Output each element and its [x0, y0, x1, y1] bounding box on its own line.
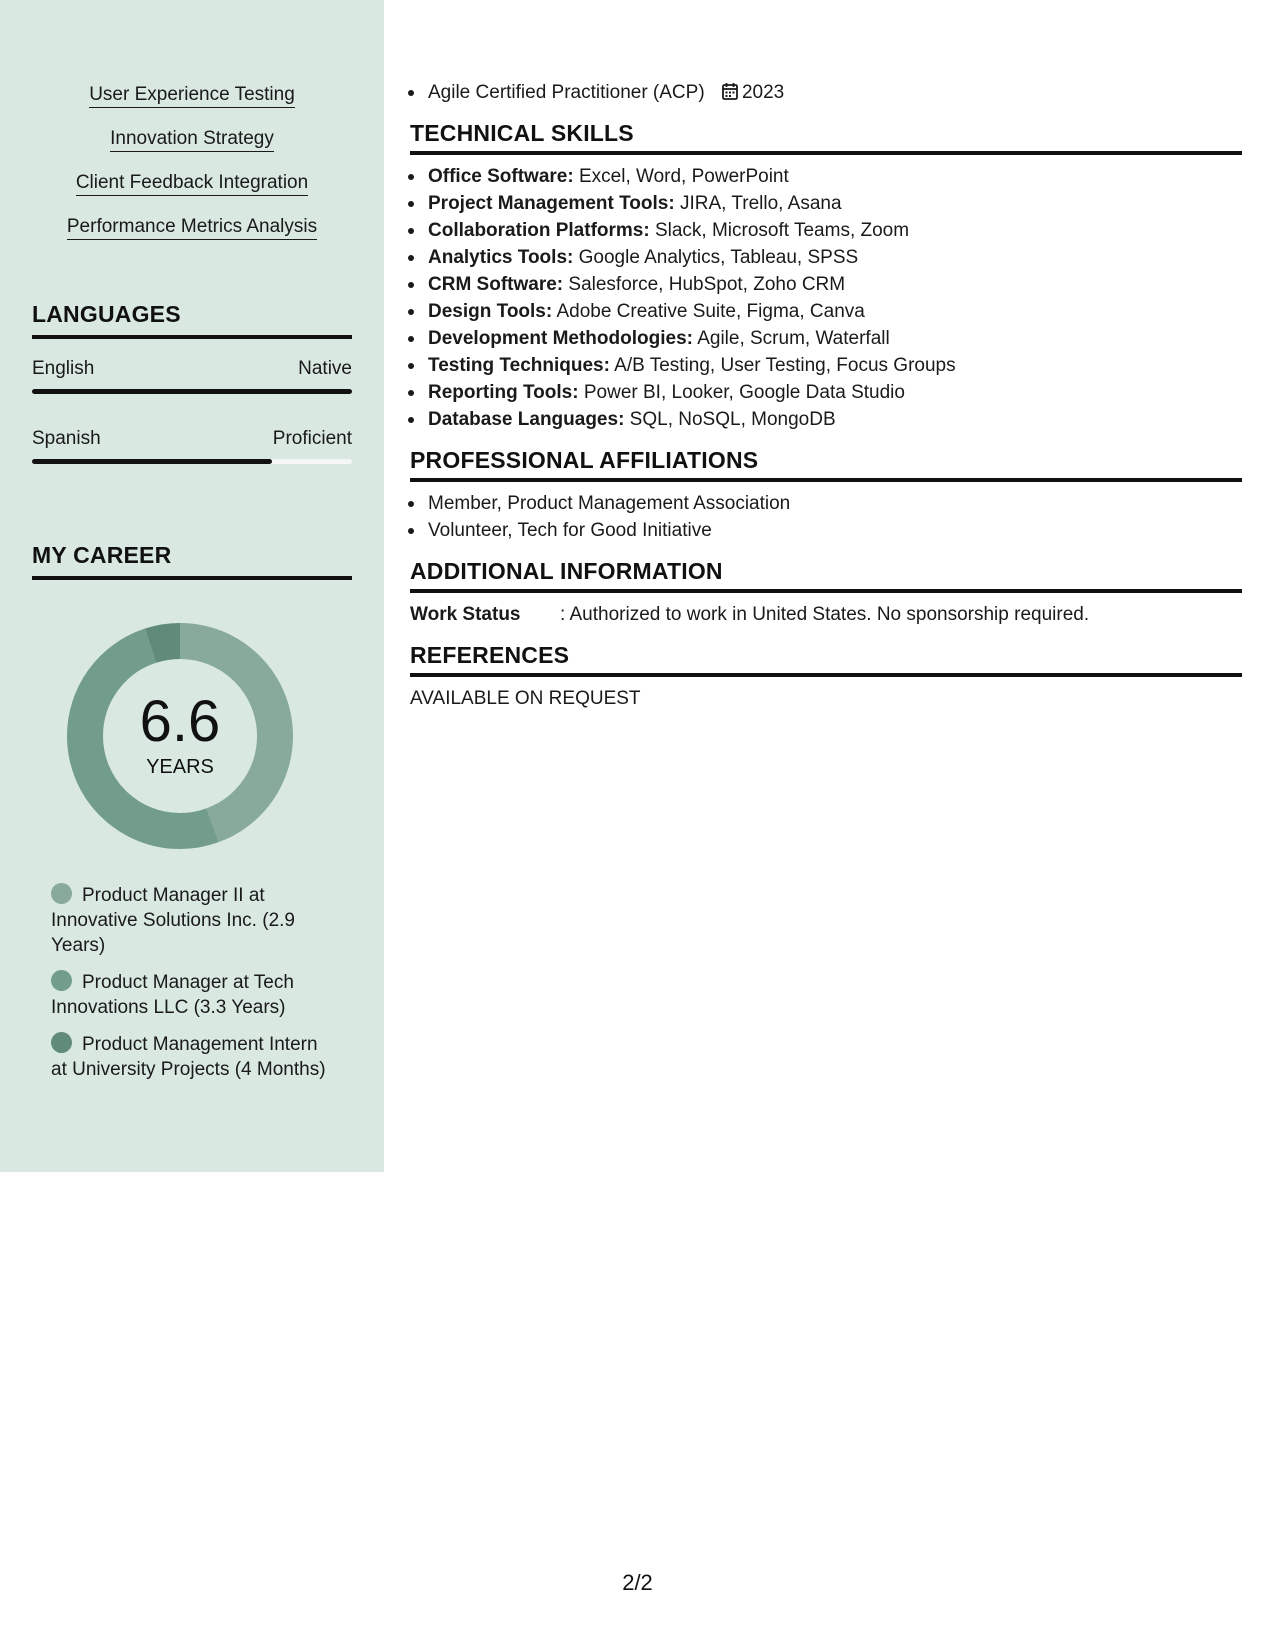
skill-values: SQL, NoSQL, MongoDB — [624, 409, 836, 430]
skill-tag: User Experience Testing — [89, 84, 295, 108]
career-legend — [51, 883, 331, 1094]
affiliations-heading: PROFESSIONAL AFFILIATIONS — [410, 447, 1242, 482]
legend-dot-icon — [51, 1032, 72, 1053]
affiliations-list — [410, 490, 1242, 544]
skill-values: Adobe Creative Suite, Figma, Canva — [552, 301, 865, 322]
skill-category: Analytics Tools: — [428, 247, 574, 268]
skill-values: Agile, Scrum, Waterfall — [692, 328, 890, 349]
skill-category: CRM Software: — [428, 274, 564, 295]
technical-skill-item — [410, 298, 1242, 325]
career-total-unit: YEARS — [146, 756, 214, 778]
technical-skills-heading: TECHNICAL SKILLS — [410, 120, 1242, 155]
skill-category: Collaboration Platforms: — [428, 220, 650, 241]
certifications-list — [410, 79, 1242, 106]
technical-skill-item — [410, 271, 1242, 298]
technical-skill-item — [410, 325, 1242, 352]
skill-category: Database Languages: — [428, 409, 625, 430]
certification-name: Agile Certified Practitioner (ACP) — [428, 82, 705, 103]
career-legend-item — [51, 970, 331, 1020]
language-bar-track — [32, 459, 352, 464]
skill-category: Project Management Tools: — [428, 193, 675, 214]
career-heading: MY CAREER — [32, 542, 352, 580]
skill-values: Salesforce, HubSpot, Zoho CRM — [563, 274, 846, 295]
certification-year: 2023 — [741, 82, 785, 103]
skill-category: Design Tools: — [428, 301, 553, 322]
references-text: AVAILABLE ON REQUEST — [410, 688, 641, 709]
technical-skill-item — [410, 352, 1242, 379]
skill-category: Reporting Tools: — [428, 382, 579, 403]
skill-category: Office Software: — [428, 166, 574, 187]
legend-dot-icon — [51, 970, 72, 991]
technical-skill-item — [410, 217, 1242, 244]
sidebar — [0, 0, 384, 1172]
references-heading: REFERENCES — [410, 642, 1242, 677]
language-bar-track — [32, 389, 352, 394]
skill-values: Slack, Microsoft Teams, Zoom — [649, 220, 910, 241]
career-legend-item — [51, 883, 331, 958]
skill-category: Testing Techniques: — [428, 355, 610, 376]
certification-date — [722, 82, 784, 103]
calendar-icon — [722, 82, 738, 100]
career-legend-label: Product Manager at Tech Innovations LLC (3.3 Years) — [51, 972, 294, 1018]
languages-heading: LANGUAGES — [32, 301, 352, 339]
technical-skills-list — [410, 163, 1242, 433]
work-status-row — [410, 601, 1242, 628]
legend-dot-icon — [51, 883, 72, 904]
language-bar-fill — [32, 459, 272, 464]
technical-skill-item — [410, 244, 1242, 271]
language-bar-fill — [32, 389, 352, 394]
skill-values: Power BI, Looker, Google Data Studio — [578, 382, 905, 403]
career-legend-label: Product Manager II at Innovative Solutions Inc. (2.9 Years) — [51, 885, 295, 956]
language-name: English — [32, 358, 95, 379]
skill-values: Excel, Word, PowerPoint — [573, 166, 789, 187]
skill-values: Google Analytics, Tableau, SPSS — [573, 247, 859, 268]
technical-skill-item — [410, 406, 1242, 433]
technical-skill-item — [410, 163, 1242, 190]
additional-info-heading: ADDITIONAL INFORMATION — [410, 558, 1242, 593]
work-status-label: Work Status — [410, 604, 521, 625]
page-number: 2/2 — [622, 1570, 653, 1595]
skills-list — [0, 84, 384, 260]
skill-values: A/B Testing, User Testing, Focus Groups — [609, 355, 956, 376]
skill-category: Development Methodologies: — [428, 328, 693, 349]
language-name: Spanish — [32, 428, 101, 449]
language-level: Native — [298, 358, 352, 379]
certification-item — [410, 79, 1242, 106]
affiliation-item: Volunteer, Tech for Good Initiative — [410, 517, 1242, 544]
work-status-value: : Authorized to work in United States. No sponsorship required. — [560, 604, 1090, 625]
language-level: Proficient — [272, 428, 352, 449]
career-donut-chart — [66, 622, 294, 850]
career-total-years: 6.6 — [139, 689, 221, 754]
skill-tag: Performance Metrics Analysis — [67, 216, 317, 240]
main-content — [410, 0, 1242, 712]
technical-skill-item — [410, 190, 1242, 217]
skill-tag: Innovation Strategy — [110, 128, 274, 152]
skill-tag: Client Feedback Integration — [76, 172, 308, 196]
career-legend-item — [51, 1032, 331, 1082]
technical-skill-item — [410, 379, 1242, 406]
affiliation-item: Member, Product Management Association — [410, 490, 1242, 517]
skill-values: JIRA, Trello, Asana — [674, 193, 842, 214]
career-legend-label: Product Management Intern at University Projects (4 Months) — [51, 1034, 326, 1080]
